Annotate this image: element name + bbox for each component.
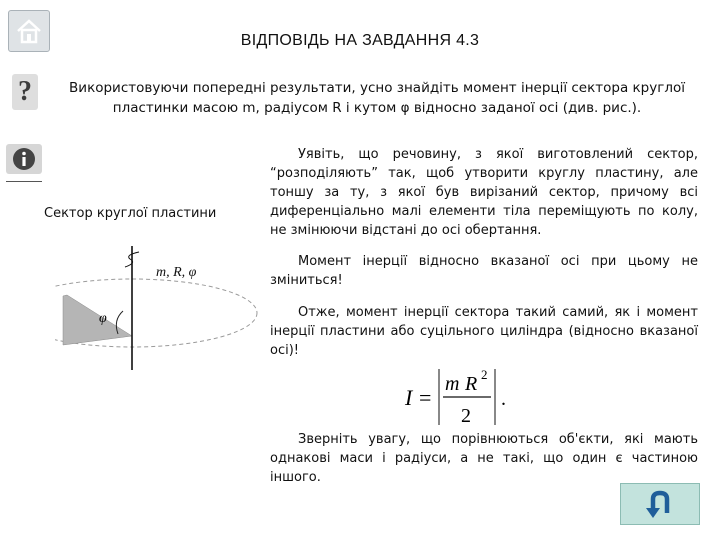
explanation-paragraph-3: Отже, момент інерції сектора такий самий, як і момент інерції пластини або суцільного циліндра (відносно вказаної осі)! <box>270 305 698 358</box>
explanation-paragraph-1: Уявіть, що речовину, з якої виготовлений сектор, “розподіляють” так, щоб утворити круглу пластину, але тоншу за ту, з якої був вирізаний сектор, причому всі диференціально малі елементи тіла переміщують по колу, не змінюючи відстані до осі обертання. <box>270 147 698 238</box>
explanation-paragraph-2: Момент інерції відносно вказаної осі при цьому не зміниться! <box>270 254 698 288</box>
sector-shape <box>63 295 132 345</box>
formula-period: . <box>501 388 506 410</box>
formula-r: R <box>465 373 478 395</box>
formula-equals: = <box>419 385 432 410</box>
moment-formula <box>395 365 525 430</box>
figure-caption: Сектор круглої пластини <box>44 206 217 221</box>
formula-m: m <box>445 373 460 395</box>
page-title: ВІДПОВІДЬ НА ЗАВДАННЯ 4.3 <box>240 32 480 49</box>
angle-label: φ <box>99 311 107 326</box>
task-text: Використовуючи попередні результати, усно знайдіть момент інерції сектора круглої пластинки масою m, радіусом R і кутом φ відносно заданої осі (див. рис.). <box>69 80 685 116</box>
info-icon <box>6 144 42 174</box>
explanation-paragraph-4: Зверніть увагу, що порівнюються об'єкти, які мають однакові маси і радіуси, а не такі, що один є частиною іншого. <box>270 432 698 485</box>
formula-lhs: I <box>405 385 413 410</box>
sector-figure <box>55 238 270 383</box>
question-icon: ? <box>12 74 38 110</box>
formula-denominator: 2 <box>461 405 471 427</box>
formula-exponent: 2 <box>481 367 488 382</box>
info-divider <box>6 181 42 182</box>
figure-params: m, R, φ <box>156 265 197 280</box>
return-arrow-icon <box>643 487 677 521</box>
return-button[interactable] <box>620 483 700 525</box>
